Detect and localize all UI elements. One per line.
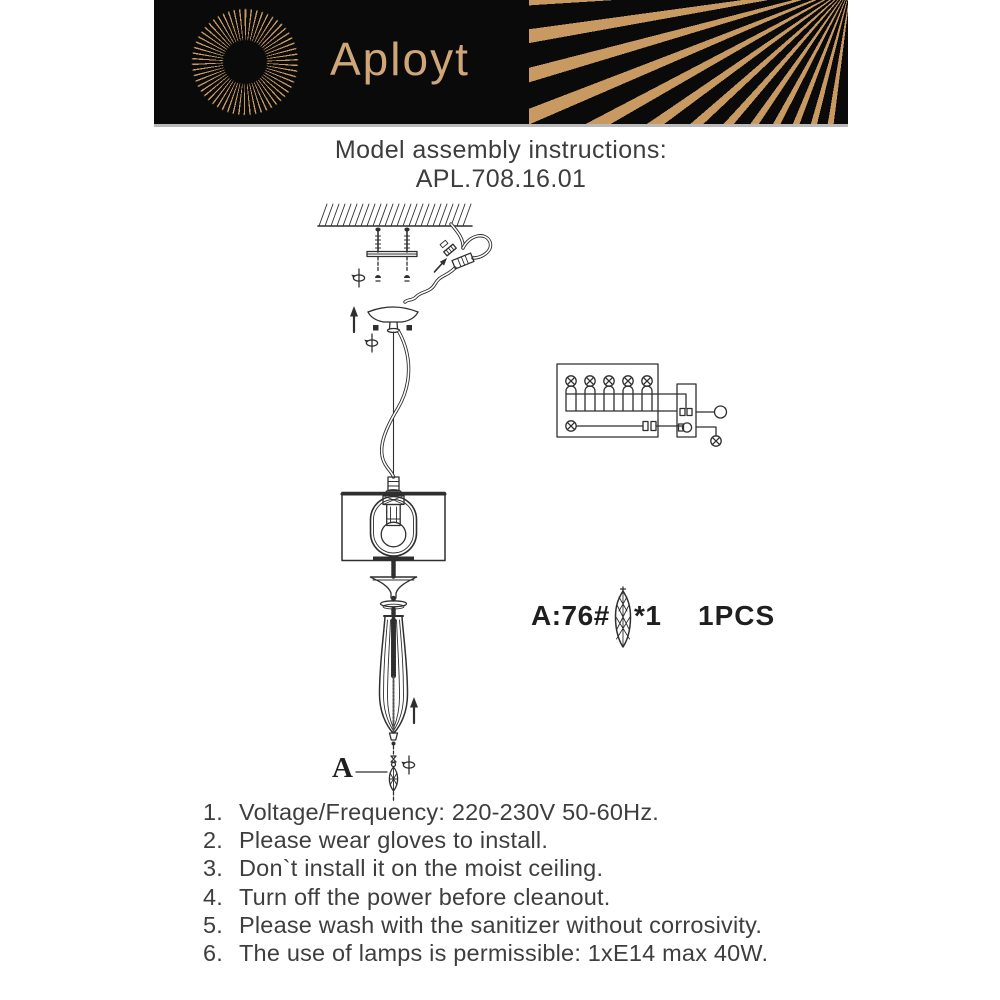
rotate-icon bbox=[351, 269, 364, 287]
lamp-symbol-icon bbox=[623, 376, 633, 386]
sunburst-logo-icon bbox=[189, 6, 301, 118]
item-text: Turn off the power before cleanout. bbox=[239, 883, 611, 910]
wire-connector-icon bbox=[440, 240, 474, 269]
crystal-teardrop bbox=[380, 616, 408, 746]
rotate-icon bbox=[401, 756, 414, 774]
terminal-block-icon bbox=[677, 384, 696, 437]
lamp-symbol-icon bbox=[566, 421, 576, 431]
item-number: 3. bbox=[203, 855, 223, 882]
pendant-label: A bbox=[332, 752, 353, 784]
brand-name: Aployt bbox=[330, 33, 470, 85]
parts-multiplier-label: *1 bbox=[634, 600, 662, 631]
instruction-list bbox=[197, 799, 837, 968]
list-item bbox=[197, 855, 837, 883]
switch-symbol-icon bbox=[715, 406, 727, 418]
list-item bbox=[197, 912, 837, 940]
item-number: 5. bbox=[203, 911, 223, 938]
sunburst-rays-icon bbox=[529, 0, 848, 124]
lamp-symbol-icon bbox=[604, 376, 614, 386]
funnel-bobeche-icon bbox=[371, 561, 417, 616]
lampshade bbox=[342, 493, 445, 562]
lamp-symbol-icon bbox=[585, 376, 595, 386]
parts-quantity-label: 1PCS bbox=[698, 600, 776, 631]
title-block bbox=[155, 136, 847, 194]
brand-banner bbox=[154, 0, 848, 127]
wiring-schematic bbox=[557, 364, 727, 446]
list-item bbox=[197, 940, 837, 968]
diagonal-arrow-icon bbox=[432, 256, 449, 274]
mounting-strap bbox=[367, 252, 417, 257]
page-title: Model assembly instructions: bbox=[334, 136, 668, 164]
list-item bbox=[197, 884, 837, 912]
power-wire bbox=[405, 224, 491, 302]
lamp-socket-icon bbox=[386, 477, 401, 494]
model-number: APL.708.16.01 bbox=[415, 165, 587, 193]
item-number: 2. bbox=[203, 827, 223, 854]
item-number: 4. bbox=[203, 883, 223, 910]
item-text: Voltage/Frequency: 220-230V 50-60Hz. bbox=[239, 799, 660, 825]
pendant-cord bbox=[382, 332, 409, 477]
up-arrow-icon bbox=[410, 697, 418, 723]
lamp-symbol-icon bbox=[642, 376, 652, 386]
canopy-icon bbox=[368, 307, 418, 333]
lamp-symbol-icon bbox=[566, 376, 576, 386]
ceiling-hatch-icon bbox=[318, 204, 472, 226]
rotate-icon bbox=[364, 334, 377, 352]
item-text: The use of lamps is permissible: 1xE14 max 40W. bbox=[239, 939, 769, 966]
list-item bbox=[197, 799, 837, 827]
item-text: Please wear gloves to install. bbox=[239, 827, 549, 854]
assembly-diagram bbox=[154, 190, 854, 805]
item-text: Please wash with the sanitizer without corrosivity. bbox=[239, 911, 763, 938]
item-number: 6. bbox=[203, 939, 223, 966]
crystal-drop-icon bbox=[616, 587, 631, 647]
item-text: Don`t install it on the moist ceiling. bbox=[239, 855, 604, 882]
item-number: 1. bbox=[203, 799, 223, 825]
up-arrow-icon bbox=[350, 306, 358, 332]
list-item bbox=[197, 827, 837, 855]
parts-code-label: A:76# bbox=[531, 600, 610, 631]
crystal-drop-a bbox=[389, 746, 397, 801]
lamp-symbol-icon bbox=[711, 436, 721, 446]
